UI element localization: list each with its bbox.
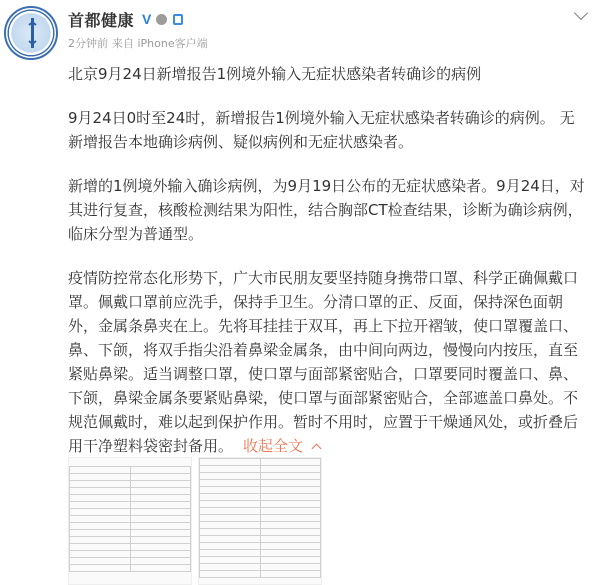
paragraph-3: [68, 266, 588, 458]
chevron-up-icon[interactable]: [312, 444, 322, 454]
member-crown-icon[interactable]: [156, 14, 167, 25]
chevron-down-icon[interactable]: [574, 6, 588, 20]
post-title: 北京9月24日新增报告1例境外输入无症状感染者转确诊的病例: [68, 65, 482, 83]
paragraph-3-text: 疫情防控常态化形势下，广大市民朋友要坚持随身携带口罩、科学正确佩戴口罩。佩戴口罩前应洗手，保持手卫生。分清口罩的正、反面，保持深色面朝外，金属条鼻夹在上。先将耳挂挂于双耳，再上下拉开褶皱，使口罩覆盖口、鼻、下颌，将双手指尖沿着鼻梁金属条，由中间向两边，慢慢向内按压，直至紧贴鼻梁。适当调整口罩，使口罩与面部紧密贴合，口罩要同时覆盖口、鼻、下颌，鼻梁金属条要紧贴鼻梁，使口罩与面部紧密贴合，全部遮盖口鼻处。不规范佩戴时，难以起到保护作用。暂时不用时，应置于干燥通风处，或折叠后用干净塑料袋密封备用。: [68, 269, 579, 455]
table-image-1[interactable]: [68, 457, 192, 585]
post-content: [68, 62, 588, 458]
table-image-2[interactable]: [198, 457, 322, 585]
emblem-staff-icon: [31, 18, 34, 48]
post-source: 来自 iPhone客户端: [112, 37, 208, 50]
post-header: [68, 8, 212, 51]
post-time[interactable]: 2分钟前: [68, 37, 108, 50]
image-caption: [69, 458, 191, 466]
collapse-link[interactable]: 收起全文: [243, 437, 304, 455]
image-gallery: [68, 457, 322, 585]
paragraph-2: 新增的1例境外输入确诊病例，为9月19日公布的无症状感染者。9月24日，对其进行复查，核酸检测结果为阳性，结合胸部CT检查结果，诊断为确诊病例，临床分型为普通型。: [68, 177, 585, 243]
image-table: [69, 466, 191, 572]
avatar[interactable]: [4, 6, 58, 60]
post-meta: [68, 35, 212, 51]
author-name[interactable]: 首都健康: [68, 10, 135, 30]
image-table: [199, 458, 321, 578]
paragraph-1: 9月24日0时至24时，新增报告1例境外输入无症状感染者转确诊的病例。 无新增报告本地确诊病例、疑似病例和无症状感染者。: [68, 109, 575, 151]
verified-v-icon[interactable]: V: [142, 11, 152, 27]
bag-icon[interactable]: [173, 14, 183, 25]
